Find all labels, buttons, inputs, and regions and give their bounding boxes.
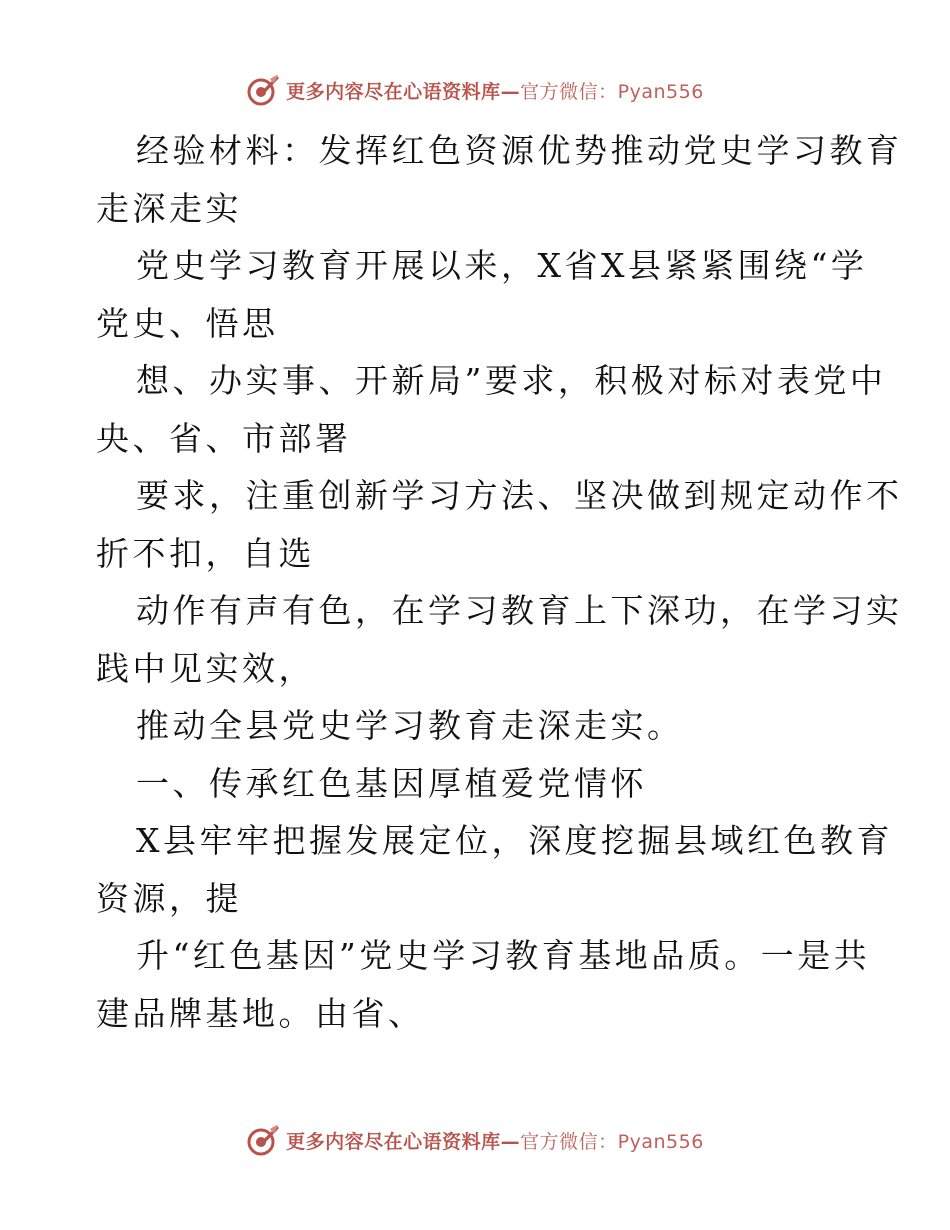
text-line: 建品牌基地。由省、 [96, 993, 425, 1033]
text-line: 经验材料：发挥红色资源优势推动党史学习教育 [136, 131, 903, 170]
quill-logo-icon [246, 1123, 280, 1157]
watermark-contact: 官方微信：Pyan556 [520, 1130, 704, 1153]
watermark-contact: 官方微信：Pyan556 [520, 80, 704, 103]
text-line: 党史、悟思 [96, 303, 279, 343]
text-line: X县牢牢把握发展定位，深度挖掘县域红色教育 [136, 821, 893, 860]
footer-watermark [0, 1120, 950, 1160]
text-line: 升“红色基因”党史学习教育基地品质。一是共 [136, 936, 871, 975]
text-line: 想、办实事、开新局”要求，积极对标对表党中 [136, 361, 887, 400]
text-line: 动作有声有色，在学习教育上下深功，在学习实 [136, 591, 903, 630]
text-line: 推动全县党史学习教育走深走实。 [136, 706, 684, 745]
document-body [96, 122, 903, 1042]
text-line: 走深走实 [96, 188, 242, 228]
quill-logo-icon [246, 73, 280, 107]
text-line: 央、省、市部署 [96, 418, 352, 458]
text-line: 党史学习教育开展以来，X省X县紧紧围绕“学 [136, 246, 868, 285]
text-line: 折不扣，自选 [96, 533, 315, 573]
text-line: 践中见实效， [96, 648, 315, 688]
watermark-text: 更多内容尽在心语资料库— [286, 1130, 521, 1153]
text-line: 一、传承红色基因厚植爱党情怀 [136, 763, 647, 803]
text-line: 资源，提 [96, 878, 242, 918]
header-watermark [0, 70, 950, 110]
watermark-text: 更多内容尽在心语资料库— [286, 80, 521, 103]
text-line: 要求，注重创新学习方法、坚决做到规定动作不 [136, 476, 903, 515]
